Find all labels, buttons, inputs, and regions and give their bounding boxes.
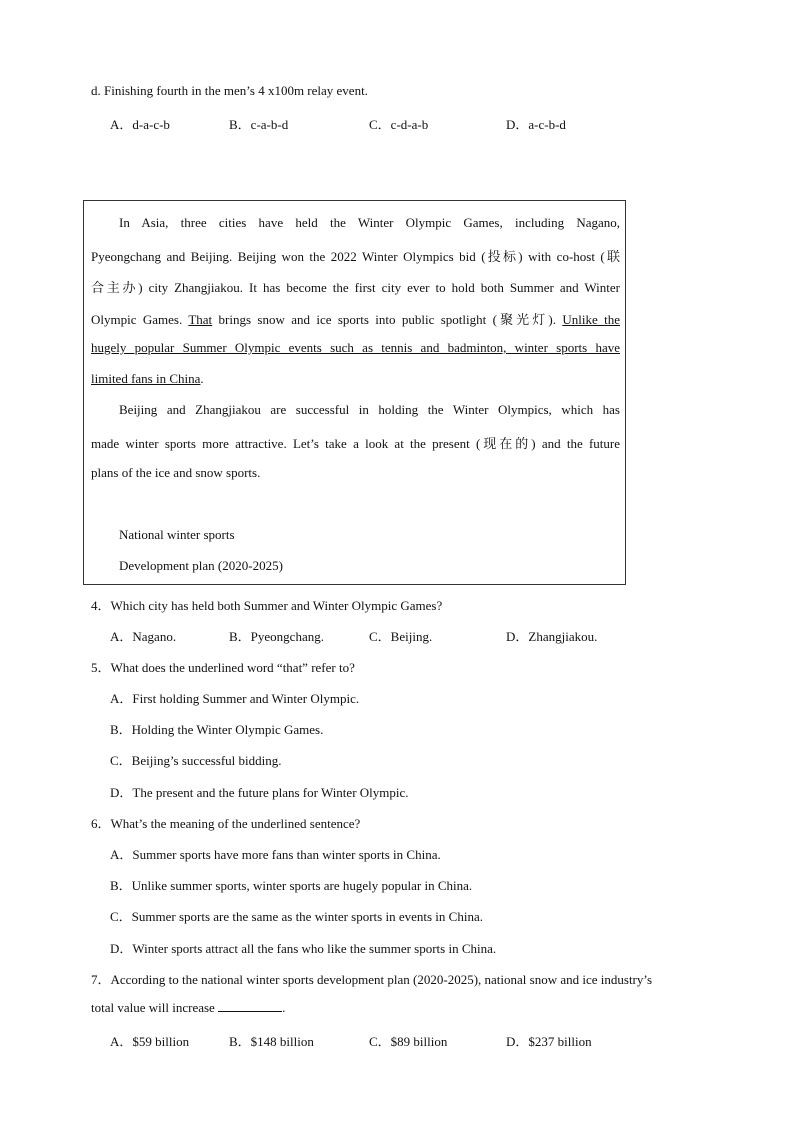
passage-line: Beijing and Zhangjiakou are successful in holding the Winter Olympics, which has: [119, 402, 620, 417]
question-5-option-d: D．The present and the future plans for Winter Olympic.: [110, 785, 409, 800]
question-4-stem: 4．Which city has held both Summer and Winter Olympic Games?: [91, 598, 443, 613]
question-5-option-b: B．Holding the Winter Olympic Games.: [110, 722, 324, 737]
underlined-sentence: hugely popular Summer Olympic events such as tennis and badminton, winter sports have: [91, 340, 620, 355]
question-7-option-b: B．$148 billion: [229, 1034, 314, 1049]
question-4-option-a: A．Nagano.: [110, 629, 177, 644]
passage-heading: Development plan (2020-2025): [119, 558, 283, 573]
question-4-option-c: C．Beijing.: [369, 629, 433, 644]
passage-line: 合主办) city Zhangjiakou. It has become the first city ever to hold both Summer and Winter: [91, 280, 620, 295]
question-3-item-d: d. Finishing fourth in the men’s 4 x100m relay event.: [91, 83, 368, 98]
passage-text: .: [200, 371, 204, 386]
passage-text: brings snow and ice sports into public spotlight (聚光灯).: [212, 312, 563, 327]
reading-passage-box: [83, 200, 626, 585]
question-3-option-a: A．d-a-c-b: [110, 117, 170, 132]
question-6-option-a: A．Summer sports have more fans than winter sports in China.: [110, 847, 441, 862]
question-5-option-c: C．Beijing’s successful bidding.: [110, 753, 282, 768]
passage-line: [91, 309, 620, 328]
question-7-option-a: A．$59 billion: [110, 1034, 190, 1049]
question-3-option-c: C．c-d-a-b: [369, 117, 429, 132]
question-7-stem-end: .: [282, 1000, 286, 1015]
underlined-sentence-end: limited fans in China: [91, 371, 201, 386]
question-4-option-d: D．Zhangjiakou.: [506, 629, 598, 644]
passage-heading: National winter sports: [119, 527, 235, 542]
question-6-option-d: D．Winter sports attract all the fans who like the summer sports in China.: [110, 941, 497, 956]
passage-text: Olympic Games.: [91, 312, 189, 327]
passage-line: [91, 371, 620, 387]
question-7-option-c: C．$89 billion: [369, 1034, 448, 1049]
question-3-option-b: B．c-a-b-d: [229, 117, 289, 132]
question-7-stem-text: total value will increase: [91, 1000, 215, 1015]
question-7-stem: 7．According to the national winter sports development plan (2020-2025), national snow and ice industry’s: [91, 972, 653, 987]
question-6-option-b: B．Unlike summer sports, winter sports are hugely popular in China.: [110, 878, 473, 893]
passage-line: Pyeongchang and Beijing. Beijing won the 2022 Winter Olympics bid (投标) with co-host (联: [91, 249, 620, 264]
answer-blank: [218, 1000, 282, 1012]
question-7-stem-line-2: [91, 1000, 285, 1016]
passage-line: made winter sports more attractive. Let’s take a look at the present (现在的) and the future: [91, 436, 620, 451]
question-3-option-d: D．a-c-b-d: [506, 117, 566, 132]
question-6-option-c: C．Summer sports are the same as the winter sports in events in China.: [110, 909, 483, 924]
underlined-sentence-start: Unlike the: [562, 312, 621, 327]
question-6-stem: 6．What’s the meaning of the underlined sentence?: [91, 816, 361, 831]
question-7-option-d: D．$237 billion: [506, 1034, 592, 1049]
question-5-option-a: A．First holding Summer and Winter Olympic.: [110, 691, 360, 706]
question-5-stem: 5．What does the underlined word “that” refer to?: [91, 660, 355, 675]
question-4-option-b: B．Pyeongchang.: [229, 629, 324, 644]
underlined-word-that: That: [188, 312, 213, 327]
passage-line: plans of the ice and snow sports.: [91, 465, 261, 480]
passage-line: In Asia, three cities have held the Winter Olympic Games, including Nagano,: [119, 215, 620, 230]
